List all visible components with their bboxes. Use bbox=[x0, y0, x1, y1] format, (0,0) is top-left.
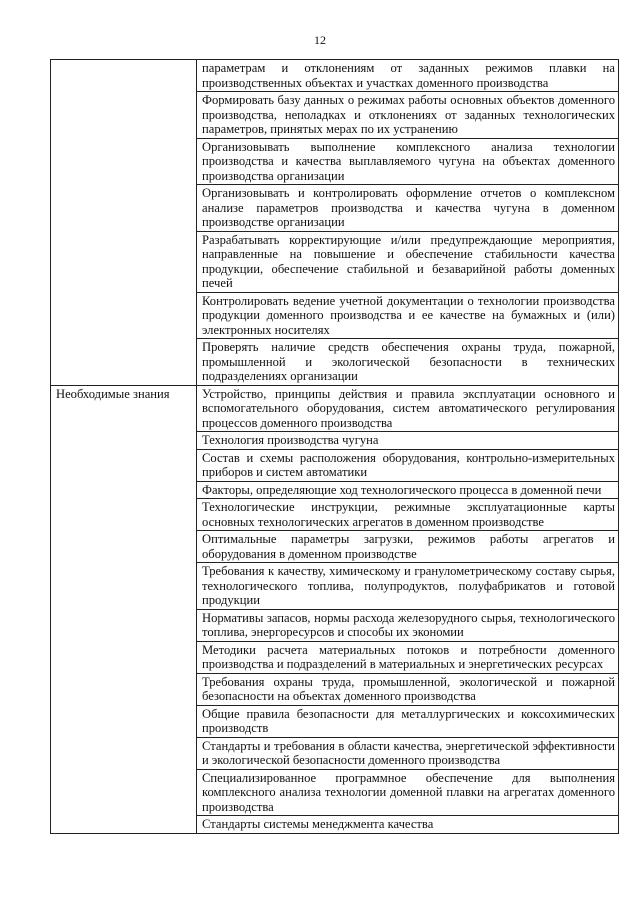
page-number: 12 bbox=[314, 33, 326, 47]
table-cell: Контролировать ведение учетной документации о технологии производства продукции доменного производства и ее качестве на бумажных и (или) электронных носителях bbox=[197, 292, 619, 339]
table-row bbox=[51, 385, 619, 432]
table-cell: Требования к качеству, химическому и гранулометрическому составу сырья, технологического топлива, полупродуктов, полуфабрикатов и готовой продукции bbox=[197, 563, 619, 610]
requirements-table-body bbox=[51, 60, 619, 834]
table-cell: Технологические инструкции, режимные эксплуатационные карты основных технологических агрегатов в доменном производстве bbox=[197, 499, 619, 531]
table-cell: Разрабатывать корректирующие и/или предупреждающие мероприятия, направленные на повышение и обеспечение стабильности качества продукции, обеспечение стабильной и безаварийной работы доменных печей bbox=[197, 231, 619, 292]
table-cell: Технология производства чугуна bbox=[197, 432, 619, 450]
table-cell: параметрам и отклонениям от заданных режимов плавки на производственных объектах и участках доменного производства bbox=[197, 60, 619, 92]
table-cell: Формировать базу данных о режимах работы основных объектов доменного производства, неполадках и отклонениях от заданных технологических параметров, принятых мерах по их устранению bbox=[197, 92, 619, 139]
table-cell: Состав и схемы расположения оборудования, контрольно-измерительных приборов и систем автоматики bbox=[197, 449, 619, 481]
table-cell: Нормативы запасов, нормы расхода железорудного сырья, технологического топлива, энергоресурсов и способы их экономии bbox=[197, 609, 619, 641]
table-cell: Устройство, принципы действия и правила эксплуатации основного и вспомогательного оборудования, систем автоматического регулирования процессов доменного производства bbox=[197, 385, 619, 432]
actions-label-cell bbox=[51, 60, 197, 386]
table-row bbox=[51, 60, 619, 92]
table-cell: Организовывать выполнение комплексного анализа технологии производства и качества выплавляемого чугуна на объектах доменного производства организации bbox=[197, 138, 619, 185]
table-cell: Требования охраны труда, промышленной, экологической и пожарной безопасности на объектах доменного производства bbox=[197, 673, 619, 705]
requirements-table bbox=[50, 59, 619, 834]
table-cell: Факторы, определяющие ход технологического процесса в доменной печи bbox=[197, 481, 619, 499]
table-cell: Проверять наличие средств обеспечения охраны труда, пожарной, промышленной и экологической безопасности в технических подразделениях организации bbox=[197, 339, 619, 386]
table-cell: Специализированное программное обеспечение для выполнения комплексного анализа технологии доменной плавки на агрегатах доменного производства bbox=[197, 769, 619, 816]
section-label-knowledge: Необходимые знания bbox=[51, 385, 197, 833]
table-cell: Общие правила безопасности для металлургических и коксохимических производств bbox=[197, 705, 619, 737]
table-cell: Стандарты и требования в области качества, энергетической эффективности и экологической безопасности доменного производства bbox=[197, 737, 619, 769]
table-cell: Методики расчета материальных потоков и потребности доменного производства и подразделений в материальных и энергетических ресурсах bbox=[197, 641, 619, 673]
table-cell: Организовывать и контролировать оформление отчетов о комплексном анализе параметров производства и качества чугуна в доменном производстве организации bbox=[197, 185, 619, 232]
table-cell: Стандарты системы менеджмента качества bbox=[197, 816, 619, 834]
table-cell: Оптимальные параметры загрузки, режимов работы агрегатов и оборудования в доменном производстве bbox=[197, 531, 619, 563]
